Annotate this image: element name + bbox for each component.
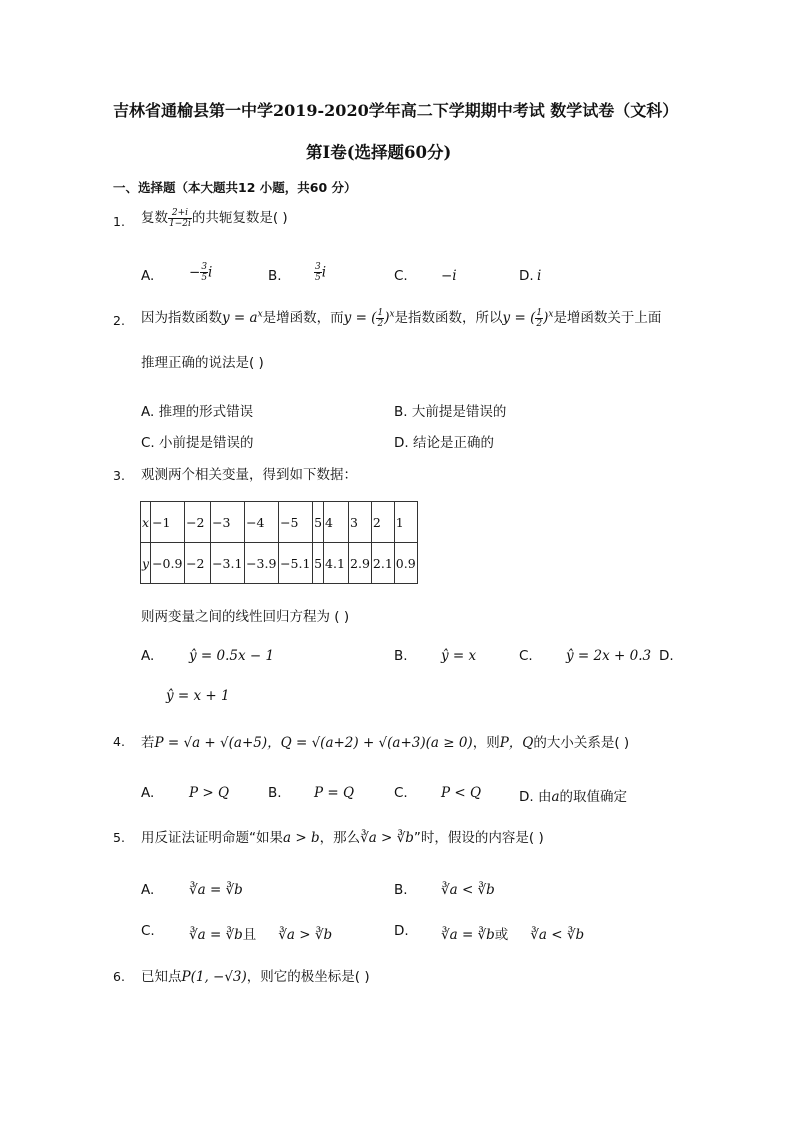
q3-cell-x-7: 4: [324, 502, 349, 543]
q4-opt-b[interactable]: P = Q: [314, 785, 355, 801]
q3-row-y: [141, 543, 418, 584]
q3-cell-x-0: x: [141, 502, 151, 543]
q2-math-2-close: ): [384, 310, 390, 326]
q3-cell-x-10: 1: [394, 502, 417, 543]
q3-cell-x-4: −4: [245, 502, 279, 543]
q3-cell-x-2: −2: [185, 502, 211, 543]
q5-opt-c[interactable]: [189, 923, 332, 943]
q5-opt-c-1: ∛a = ∛b: [189, 927, 243, 943]
q3-stem: 观测两个相关变量，得到如下数据：: [141, 467, 357, 483]
q3-cell-y-8: 2.9: [349, 543, 372, 584]
q3-cell-y-3: −3.1: [211, 543, 245, 584]
q4-stem: [141, 731, 629, 751]
q2-math-1: y = a: [222, 310, 258, 326]
q5-opt-b[interactable]: ∛a < ∛b: [441, 882, 495, 898]
q1-opt-a-sign: −: [189, 264, 201, 281]
q5-opt-d-1: ∛a = ∛b: [441, 927, 495, 943]
q2-half-2-den: 2: [536, 318, 543, 329]
q3-cell-x-8: 3: [349, 502, 372, 543]
q5-opt-d-join: 或: [494, 927, 509, 943]
q4-opt-c[interactable]: P < Q: [441, 785, 482, 801]
q1-frac-den: 1−2i: [169, 218, 191, 229]
q5-math-2: ∛a > ∛b: [360, 830, 414, 846]
q4-opt-c-label[interactable]: C.: [394, 785, 408, 801]
q4-expression: P = √a + √(a+5)，Q = √(a+2) + √(a+3)(a ≥ 0): [154, 735, 473, 751]
q3-opt-b[interactable]: ŷ = x: [441, 648, 477, 664]
q3-cell-y-7: 4.1: [324, 543, 349, 584]
q2-number: 2.: [113, 313, 125, 328]
q5-opt-d-2: ∛a < ∛b: [530, 927, 585, 943]
q1-opt-a-var: i: [208, 264, 213, 281]
q4-opt-d-pre: D. 由: [519, 789, 552, 805]
q5-post: ”时，假设的内容是( ): [413, 830, 544, 846]
q2-math-2-sup: x: [389, 309, 395, 320]
q3-row-x: [141, 502, 418, 543]
q4-opt-d-var: a: [551, 789, 560, 805]
q4-post: 的大小关系是( ): [533, 735, 630, 751]
section-subtitle: 第Ⅰ卷(选择题60分): [306, 143, 452, 162]
q4-opt-d-post: 的取值确定: [559, 789, 628, 805]
q1-opt-a[interactable]: [189, 262, 212, 283]
q3-cell-x-5: −5: [279, 502, 313, 543]
q2-text-3: 是指数函数，所以: [394, 310, 503, 326]
q5-pre: 用反证法证明命题“如果: [141, 830, 283, 846]
q3-opt-d-label[interactable]: D.: [659, 648, 674, 664]
q5-opt-d-label[interactable]: D.: [394, 923, 409, 939]
q6-stem: [141, 965, 370, 985]
q3-cell-y-6: 5: [313, 543, 324, 584]
q3-opt-d[interactable]: ŷ = x + 1: [166, 688, 230, 704]
q1-stem: [141, 206, 288, 229]
q2-half-2-num: 1: [536, 307, 543, 318]
q1-opt-a-den: 5: [201, 273, 208, 283]
q5-opt-a-label[interactable]: A.: [141, 882, 155, 898]
q3-cell-x-1: −1: [151, 502, 185, 543]
q2-half-1-den: 2: [377, 318, 384, 329]
q3-cell-y-9: 2.1: [371, 543, 394, 584]
q2-stem-line2: 推理正确的说法是( ): [141, 355, 264, 371]
q2-text-1: 因为指数函数: [141, 310, 222, 326]
q2-opt-c[interactable]: C. 小前提是错误的: [141, 435, 254, 451]
q2-text-4: 是增函数关于上面: [553, 310, 662, 326]
q6-number: 6.: [113, 969, 125, 984]
q3-opt-c[interactable]: ŷ = 2x + 0.3: [566, 648, 652, 664]
q5-opt-c-label[interactable]: C.: [141, 923, 155, 939]
q3-opt-c-label[interactable]: C.: [519, 648, 533, 664]
q3-question: 则两变量之间的线性回归方程为 ( ): [141, 609, 350, 625]
q2-text-2: 是增函数，而: [262, 310, 344, 326]
q1-opt-c[interactable]: −i: [441, 268, 457, 284]
q3-cell-y-2: −2: [185, 543, 211, 584]
q1-opt-a-label[interactable]: A.: [141, 268, 155, 284]
q4-pre: 若: [141, 735, 155, 751]
q1-opt-b-num: 3: [315, 262, 321, 272]
section-heading: 一、选择题（本大题共12 小题，共60 分）: [113, 180, 357, 195]
q2-math-3-close: ): [543, 310, 549, 326]
q5-opt-c-join: 且: [242, 927, 257, 943]
q1-opt-c-label[interactable]: C.: [394, 268, 408, 284]
q5-number: 5.: [113, 830, 125, 845]
q3-cell-x-3: −3: [211, 502, 245, 543]
q5-mid: ，那么: [319, 830, 361, 846]
q5-opt-c-2: ∛a > ∛b: [278, 927, 333, 943]
q3-cell-x-9: 2: [371, 502, 394, 543]
q1-number: 1.: [113, 214, 125, 229]
q2-half-1-num: 1: [377, 307, 384, 318]
q1-fraction: [168, 208, 192, 229]
exam-title: 吉林省通榆县第一中学2019-2020学年高二下学期期中考试 数学试卷（文科）: [113, 101, 679, 120]
q4-opt-b-label[interactable]: B.: [268, 785, 282, 801]
q1-pre: 复数: [141, 210, 168, 226]
q1-frac-num: 2+i: [168, 208, 192, 219]
q2-math-2: y = (: [343, 310, 377, 326]
q1-opt-b-label[interactable]: B.: [268, 268, 282, 284]
q4-opt-a[interactable]: P > Q: [189, 785, 230, 801]
q3-cell-y-0: y: [141, 543, 151, 584]
q1-post: 的共轭复数是( ): [191, 210, 288, 226]
q1-opt-d[interactable]: i: [537, 268, 542, 284]
q4-number: 4.: [113, 734, 125, 749]
q4-opt-a-label[interactable]: A.: [141, 785, 155, 801]
q3-cell-y-1: −0.9: [151, 543, 185, 584]
q6-pre: 已知点: [141, 969, 182, 985]
q1-opt-b-frac: [314, 262, 322, 283]
q4-opt-d[interactable]: [519, 785, 627, 805]
q2-half-2: [535, 308, 543, 329]
q1-opt-b[interactable]: [314, 262, 326, 283]
q1-opt-a-num: 3: [201, 262, 208, 272]
q3-opt-a[interactable]: ŷ = 0.5x − 1: [189, 648, 275, 664]
q5-opt-a[interactable]: ∛a = ∛b: [189, 882, 243, 898]
q5-math-1: a > b: [283, 830, 320, 846]
q5-opt-b-label[interactable]: B.: [394, 882, 408, 898]
q2-stem-line1: [141, 306, 661, 329]
q3-cell-x-6: 5: [313, 502, 324, 543]
q1-opt-d-label[interactable]: D.: [519, 268, 534, 284]
q3-data-table: [140, 501, 418, 584]
q2-math-1-sup: x: [257, 309, 263, 320]
q2-opt-b[interactable]: B. 大前提是错误的: [394, 404, 507, 420]
q3-cell-y-10: 0.9: [394, 543, 417, 584]
q1-opt-a-frac: [200, 262, 208, 283]
q2-opt-d[interactable]: D. 结论是正确的: [394, 435, 494, 451]
q3-opt-a-label[interactable]: A.: [141, 648, 155, 664]
q4-vars: P，Q: [499, 735, 534, 751]
q3-cell-y-4: −3.9: [245, 543, 279, 584]
q3-cell-y-5: −5.1: [279, 543, 313, 584]
q4-mid: ，则: [472, 735, 500, 751]
q6-point: P(1, −√3): [181, 969, 247, 985]
q1-opt-b-var: i: [321, 264, 327, 281]
q2-math-3-sup: x: [548, 309, 554, 320]
q2-opt-a[interactable]: A. 推理的形式错误: [141, 404, 254, 420]
q3-number: 3.: [113, 468, 125, 483]
q5-stem: [141, 826, 544, 846]
q6-post: ，则它的极坐标是( ): [246, 969, 370, 985]
q2-math-3: y = (: [502, 310, 536, 326]
q1-opt-b-den: 5: [315, 273, 321, 283]
q3-opt-b-label[interactable]: B.: [394, 648, 408, 664]
q5-opt-d[interactable]: [441, 923, 584, 943]
